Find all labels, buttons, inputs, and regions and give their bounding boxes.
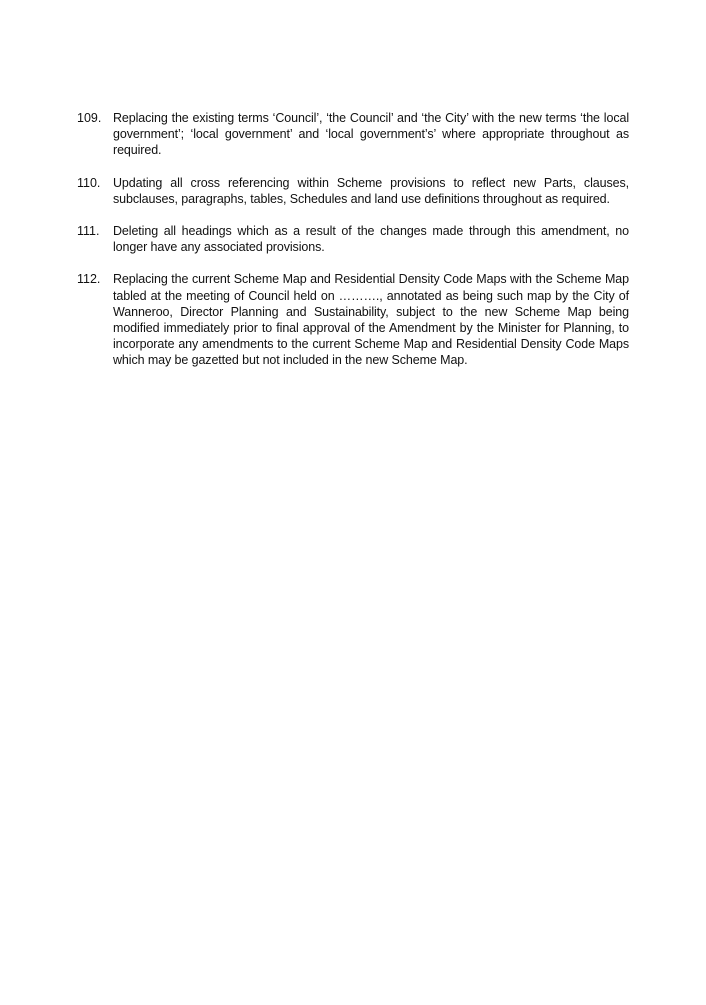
list-item	[77, 271, 629, 368]
item-number: 110.	[77, 175, 101, 190]
list-item	[77, 110, 629, 159]
item-number: 109.	[77, 111, 102, 125]
item-text: Updating all cross referencing within Scheme provisions to reflect new Parts, clauses, subclauses, paragraphs, tables, Schedules and land use definitions throughout as required.	[113, 175, 629, 206]
list-item	[77, 223, 629, 255]
amendment-item-list	[77, 110, 629, 385]
item-number: 112.	[77, 272, 101, 287]
item-text: Replacing the current Scheme Map and Residential Density Code Maps with the Scheme Map tabled at the meeting of Council held on ………., annotated as being such map by the City of Wanneroo, Director Planning and Sustainability, subject to the new Scheme Map being modified immediately prior to final approval of the Amendment by the Minister for Planning, to incorporate any amendments to the current Scheme Map and Residential Density Code Maps which may be gazetted but not included in the new Scheme Map.	[113, 272, 629, 368]
item-text: Replacing the existing terms ‘Council’, ‘the Council’ and ‘the City’ with the new terms ‘the local government’; ‘local government’ and ‘local government’s’ where appropriate throughout as required.	[113, 111, 629, 158]
list-item	[77, 175, 629, 207]
item-number: 111.	[77, 224, 100, 239]
item-text: Deleting all headings which as a result of the changes made through this amendment, no longer have any associated provisions.	[113, 224, 629, 255]
